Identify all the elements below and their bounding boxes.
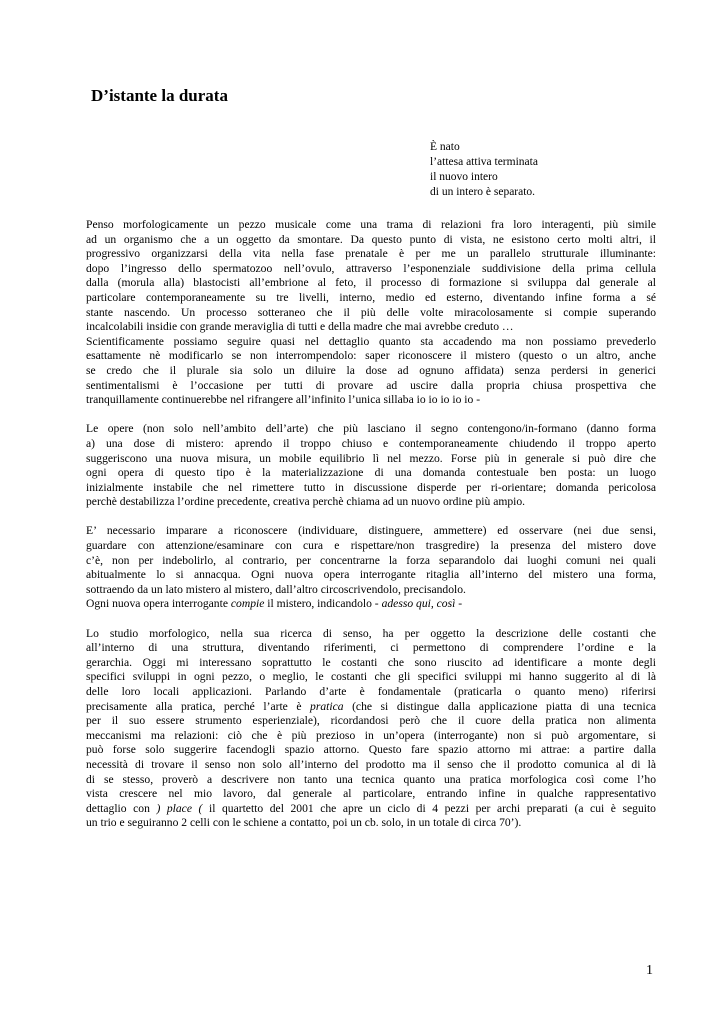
text-line: necessità di trovare il senso non solo all’interno del prodotto ma il senso che il prodotto comunica al di là (86, 757, 656, 771)
text-line: progressivo organizzarsi della vita nella fase prenatale è per me un parallelo strutturale illuminante: (86, 247, 656, 261)
text-line: guardare con attenzione/esaminare con cura e rispettare/non trasgredire) la presenza del mistero dove (86, 539, 656, 553)
text-line: vista crescere nel mio lavoro, dal generale al particolare, entrando infine in qualche rappresentativo (86, 787, 656, 801)
text-line: suggeriscono una nuova misura, un mobile equilibrio lì nel mezzo. Forse più in generale si può dire che (86, 451, 656, 465)
text-line: E’ necessario imparare a riconoscere (individuare, distinguere, ammettere) ed osservare (nei due sensi, (86, 524, 656, 538)
emphasis: adesso qui, così (381, 597, 456, 611)
paragraph-4 (86, 627, 656, 831)
epigraph-line: È nato (430, 141, 460, 153)
text-line: di se stesso, proverò a descrivere non tanto una tecnica quanto una pratica morfologica così come l’ho (86, 772, 656, 786)
epigraph (430, 140, 538, 200)
paragraph-1 (86, 218, 656, 408)
text-line: specifici sviluppi in ogni pezzo, o meglio, le costanti che gli specifici sviluppi mi hanno suggerito al di là (86, 670, 656, 684)
text-line: tranquillamente continuerebbe nel rifrangere all’infinito l’unica sillaba io io io io io - (86, 393, 481, 407)
paragraph-3 (86, 524, 656, 612)
text-line (86, 700, 656, 715)
text-line: a) una dose di mistero: aprendo il troppo chiuso e contemporaneamente chiudendo il troppo aperto (86, 436, 656, 450)
text-line: sottraendo da un lato mistero al mistero, dall’altro circoscrivendolo, precisandolo. (86, 582, 466, 596)
text-line: abitualmente lo si annacqua. Ogni nuova opera interrogante ritaglia all’interno del mistero una forma, (86, 568, 656, 582)
epigraph-line: il nuovo intero (430, 171, 498, 183)
body-text (86, 218, 656, 846)
text-line: gerarchia. Oggi mi interessano soprattutto le costanti che sono riuscito ad identificare a monte degli (86, 655, 656, 669)
emphasis: compie (230, 597, 265, 611)
text-line: Penso morfologicamente un pezzo musicale come una trama di relazioni fra loro interagenti, più simile (86, 218, 656, 231)
text-line: dalla (morula alla) blastocisti all’embrione al feto, il processo di formazione si sviluppa dal generale al (86, 276, 656, 290)
page-number: 1 (646, 963, 653, 978)
text-line: stante nascendo. Un processo sotteraneo che il più delle volte miracolosamente si compie superando (86, 305, 656, 319)
emphasis: ) place ( (156, 801, 203, 815)
paragraph-2 (86, 422, 656, 510)
epigraph-line: l’attesa attiva terminata (430, 156, 538, 168)
text-line: dopo l’ingresso dello spermatozoo nell’ovulo, attraverso l’esponenziale suddivisione della prima cellula (86, 261, 656, 275)
text-line: incalcolabili insidie con grande meraviglia di tutti e della madre che mai avrebbe creduto … (86, 320, 514, 334)
text-line: per il suo essere strumento esperienziale), ricordandosi però che il cuore della pratica non alimenta (86, 714, 656, 728)
text-line: se credo che il plurale sia solo un diluire la dose ad ognuno affidata) senza perdersi in generici (86, 363, 656, 377)
text-line: ogni opera di questo tipo è la materializzazione di una domanda contestuale ben posta: un luogo (86, 466, 656, 480)
text-run: dettaglio con (86, 801, 157, 815)
text-run: il quartetto del 2001 che apre un ciclo di 4 pezzi per archi preparati (a cui è seguito (202, 801, 656, 815)
text-run: (che si distingue dalla applicazione piatta di una tecnica (343, 699, 656, 713)
text-line: può forse solo suggerire facendogli spazio attorno. Questo fare spazio attorno mi attrae: a partire dalla (86, 743, 656, 757)
text-line: Scientificamente possiamo seguire quasi nel dettaglio quanto sta accadendo ma non possiamo prevederlo (86, 334, 656, 348)
epigraph-line: di un intero è separato. (430, 186, 536, 198)
text-run: - (455, 597, 463, 611)
text-line (86, 597, 656, 612)
emphasis: pratica (310, 699, 344, 713)
text-run: il mistero, indicandolo - (264, 597, 382, 611)
text-line: all’interno di una struttura, diventando riferimenti, ci permettono di comprendere l’ordine e la (86, 641, 656, 655)
text-line: esattamente nè modificarlo se non interrompendolo: saper riconoscere il mistero (questo o un altro, anche (86, 349, 656, 363)
text-run: precisamente alla pratica, perché l’arte è (86, 699, 311, 713)
text-line: meccanismi ma relazioni: ciò che è più prezioso in un’opera (interrogante) non si può argomentare, si (86, 728, 656, 742)
text-line: sentimentalismi è l’occasione per tutti di provare ad uscire dalla propria chiusa prospettiva che (86, 378, 656, 392)
text-line: un trio e seguiranno 2 celli con le schiene a contatto, poi un cb. solo, in un totale di circa 70’). (86, 816, 522, 830)
text-run: Ogni nuova opera interrogante (86, 597, 231, 611)
text-line: delle loro locali applicazioni. Parlando d’arte è fondamentale (praticarla o quanto meno) riferirsi (86, 685, 656, 698)
text-line: c’è, non per indebolirlo, al contrario, per concentrarne la forza separandolo dai luoghi comuni nei quali (86, 553, 656, 567)
document-title: D’istante la durata (91, 86, 228, 105)
text-line (86, 802, 656, 817)
text-line: particolare contemporaneamente su tre livelli, interno, medio ed esterno, diventando infine forma a sé (86, 290, 656, 304)
text-line: inizialmente instabile che nel rimettere tutto in discussione disperde per ri-orientare; domanda pericolosa (86, 480, 656, 494)
text-line: ad un organismo che a un oggetto da smontare. Da questo punto di vista, ne esistono certo molti altri, il (86, 232, 656, 246)
text-line: Le opere (non solo nell’ambito dell’arte) che più lasciano il segno contengono/in-formano (danno forma (86, 422, 656, 436)
text-line: perchè destabilizza l’ordine precedente, creativa perchè chiama ad un nuovo ordine più ampio. (86, 495, 526, 509)
text-line: Lo studio morfologico, nella sua ricerca di senso, ha per oggetto la descrizione delle costanti che (86, 626, 656, 640)
